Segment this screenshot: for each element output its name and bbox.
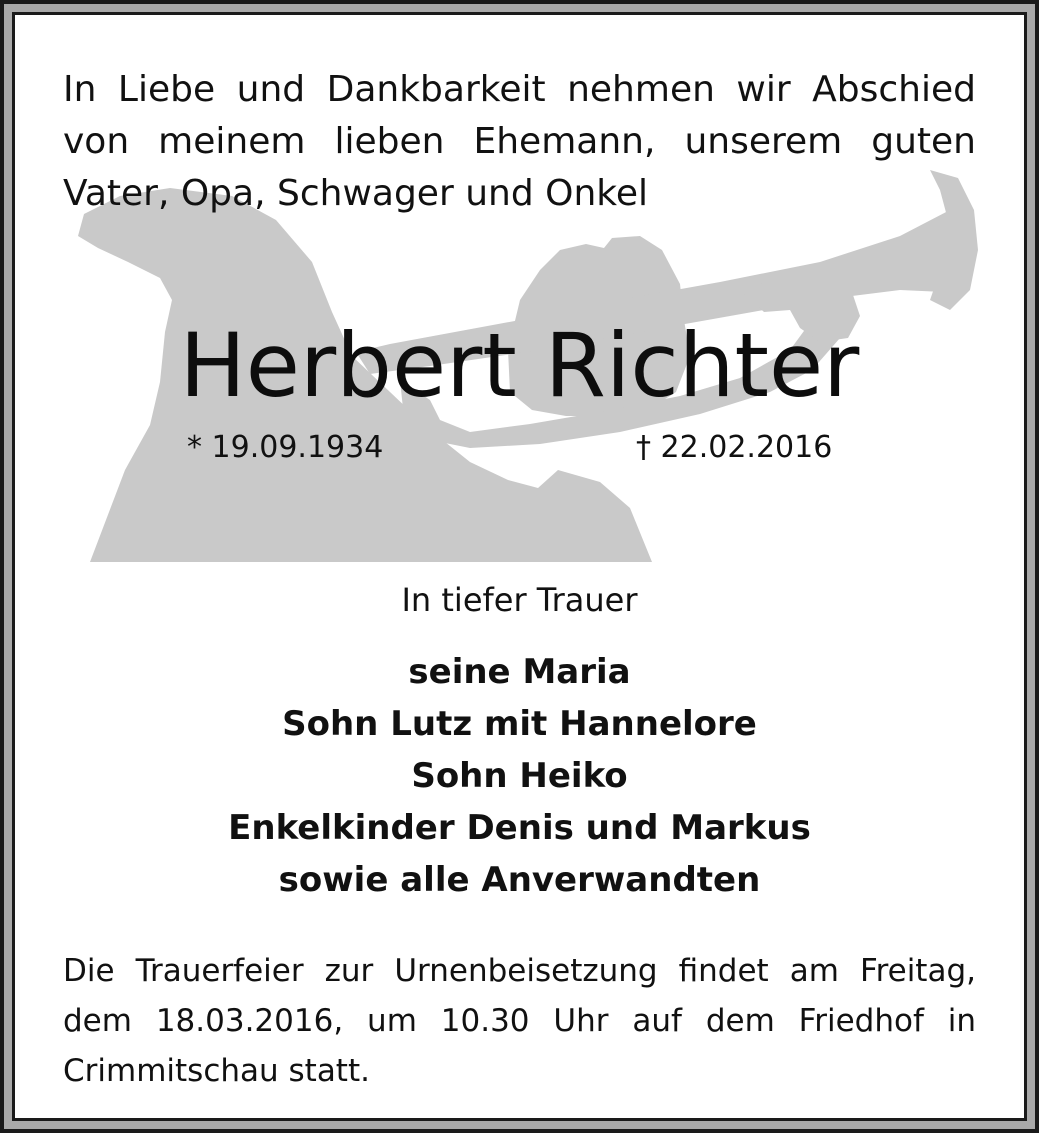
family-member: Sohn Lutz mit Hannelore	[282, 704, 757, 744]
mourning-line: In tiefer Trauer	[401, 581, 638, 619]
family-member: seine Maria	[408, 652, 631, 692]
family-member: Enkelkinder Denis und Markus	[228, 808, 811, 848]
family-member: sowie alle Anverwandten	[278, 860, 761, 900]
death-date: † 22.02.2016	[636, 430, 833, 465]
family-member: Sohn Heiko	[411, 756, 628, 796]
deceased-name: Herbert Richter	[179, 314, 860, 417]
ceremony-notice: Die Trauerfeier zur Urnenbeisetzung findet am Freitag, dem 18.03.2016, um 10.30 Uhr auf dem Friedhof in Crimmitschau statt.	[63, 953, 976, 1089]
birth-date: * 19.09.1934	[187, 430, 384, 465]
intro-text: In Liebe und Dankbarkeit nehmen wir Abschied von meinem lieben Ehemann, unserem guten Vater, Opa, Schwager und Onkel	[63, 69, 976, 214]
family-list	[0, 646, 1039, 906]
